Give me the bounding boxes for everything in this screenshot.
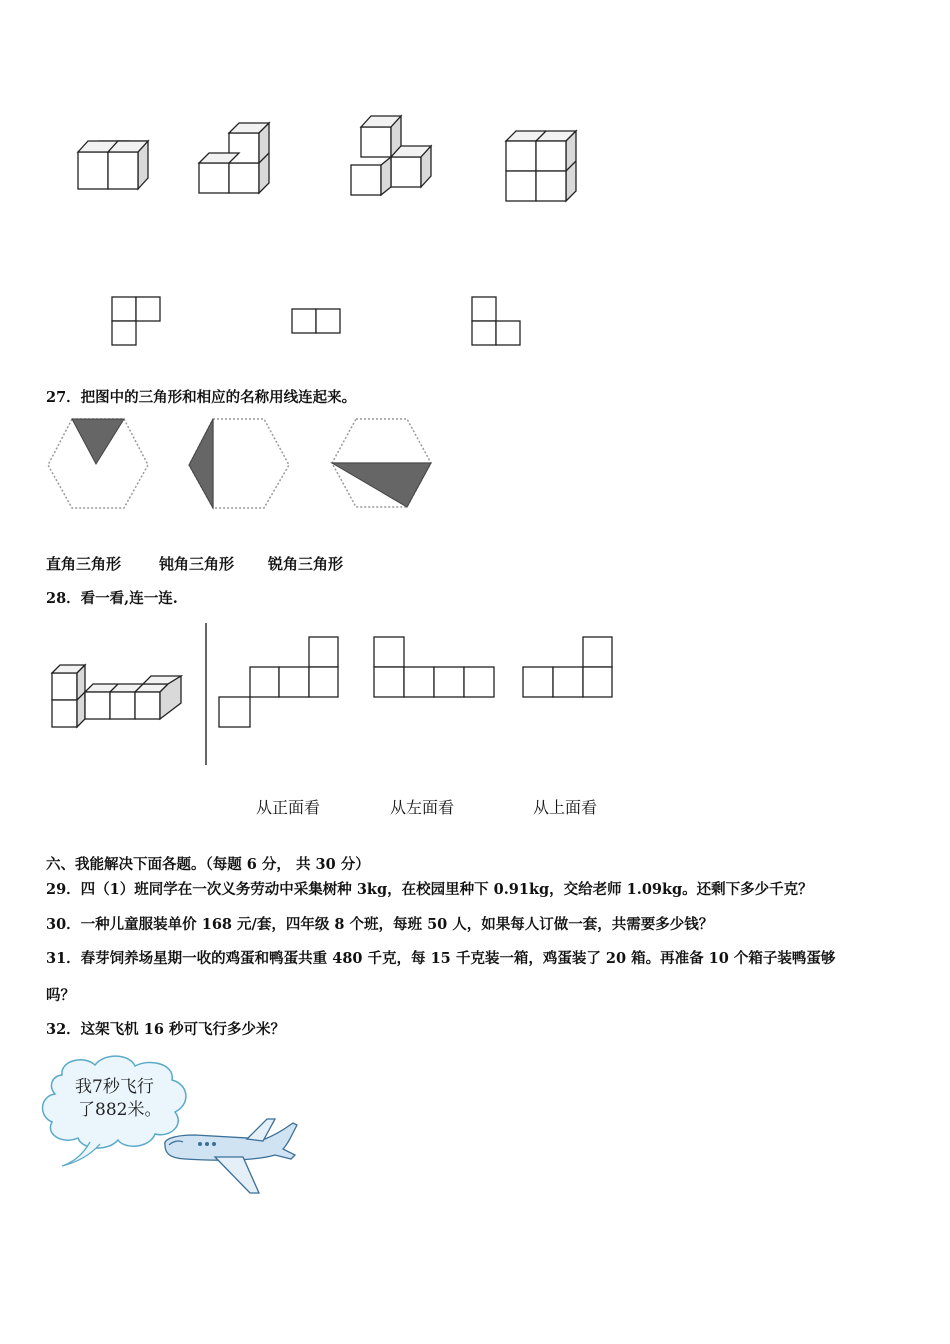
question-30: 30．一种儿童服装单价 168 元/套，四年级 8 个班，每班 50 人，如果每人订做一套，共需要多少钱？ [46,916,714,933]
airplane-icon [155,1115,305,1200]
section-6-heading: 六、我能解决下面各题。（每题 6 分， 共 30 分） [46,856,370,873]
label-right-triangle: 直角三角形 [46,555,122,573]
question-32: 32．这架飞机 16 秒可飞行多少米？ [46,1021,285,1038]
label-acute-triangle: 锐角三角形 [268,555,344,573]
cube-figure-1 [0,0,950,400]
question-31-line-1: 31．春芽饲养场星期一收的鸡蛋和鸭蛋共重 480 千克，每 15 千克装一箱，鸡蛋装了 20 箱。再准备 10 个箱子装鸭蛋够 [46,950,836,967]
label-obtuse-triangle: 钝角三角形 [159,555,235,573]
view-label-top: 从上面看 [533,798,598,817]
hexagon-3 [332,419,431,507]
question-29: 29．四（1）班同学在一次义务劳动中采集树种 3kg，在校园里种下 0.91kg，交给老师 1.09kg。还剩下多少千克？ [46,881,813,898]
view-label-left: 从左面看 [390,798,455,817]
question-28: 28．看一看,连一连. [46,590,178,607]
q28-view-a [219,637,338,727]
q28-figures [0,620,950,780]
hexagon-2 [189,419,289,508]
q28-solid [52,665,181,727]
cube-figure-4-shape [506,131,576,201]
question-31-line-2: 吗？ [46,987,75,1004]
view-shape-2 [292,309,340,333]
cube-figure-3-shape [351,116,431,195]
bubble-line-1: 我7秒飞行 [75,1077,154,1097]
cube-figure-2-shape [199,123,269,193]
cube-figure-1-shape [78,141,148,189]
bubble-line-2: 了882米。 [78,1100,162,1120]
q28-view-b [374,637,494,697]
hexagon-figures [0,410,950,520]
view-shape-1 [112,297,160,345]
hexagon-1 [48,419,148,508]
q28-view-c [523,637,612,697]
question-27: 27．把图中的三角形和相应的名称用线连起来。 [46,389,357,406]
view-label-front: 从正面看 [256,798,321,817]
view-shape-3 [472,297,520,345]
